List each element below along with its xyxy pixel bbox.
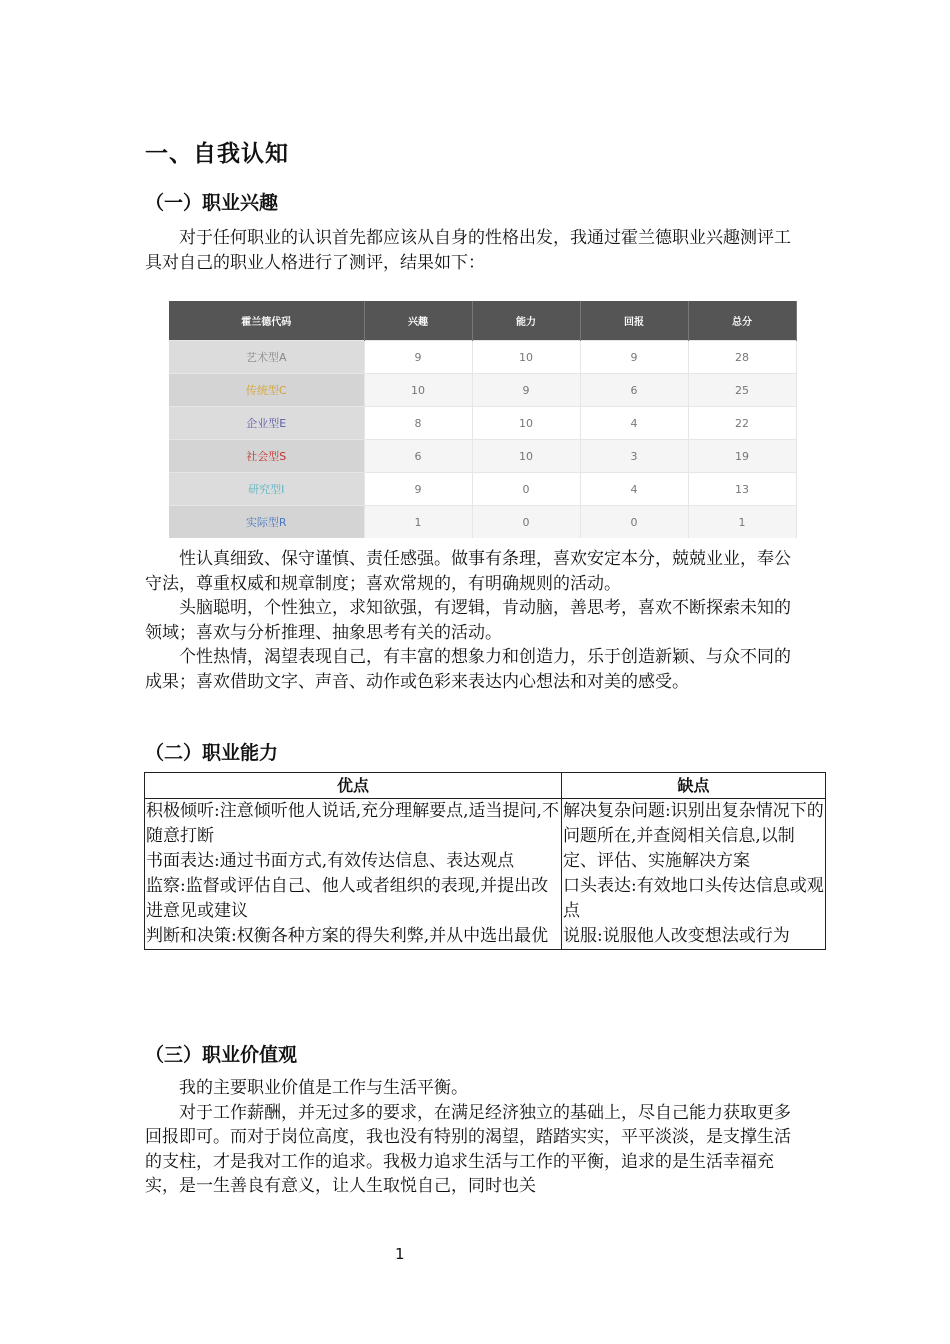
- holland-value-cell: 13: [688, 473, 796, 506]
- holland-header-cell: 兴趣: [364, 301, 472, 341]
- weakness-item: 解决复杂问题:识别出复杂情况下的问题所在,并查阅相关信息,以制定、评估、实施解决方案: [563, 801, 824, 871]
- holland-value-cell: 3: [580, 440, 688, 473]
- strength-item: 监察:监督或评估自己、他人或者组织的表现,并提出改进意见或建议: [146, 876, 549, 921]
- section-interest-title: （一）职业兴趣: [145, 192, 279, 214]
- holland-value-cell: 28: [688, 341, 796, 374]
- weakness-item: 说服:说服他人改变想法或行为: [563, 926, 790, 946]
- holland-row: [169, 341, 796, 374]
- holland-value-cell: 1: [364, 506, 472, 539]
- section-values-title: （三）职业价值观: [145, 1044, 298, 1066]
- holland-header-cell: 回报: [580, 301, 688, 341]
- holland-header-cell: 能力: [472, 301, 580, 341]
- holland-code-cell: 艺术型A: [169, 341, 364, 374]
- holland-value-cell: 25: [688, 374, 796, 407]
- values-text: [145, 1076, 805, 1199]
- strength-item: 判断和决策:权衡各种方案的得失利弊,并从中选出最优: [146, 926, 549, 946]
- holland-value-cell: 22: [688, 407, 796, 440]
- description-paragraph: 头脑聪明，个性独立，求知欲强，有逻辑，肯动脑，善思考，喜欢不断探索未知的领域；喜欢与分析推理、抽象思考有关的活动。: [145, 598, 791, 643]
- section-ability-title: （二）职业能力: [145, 742, 279, 764]
- holland-header-row: [169, 301, 796, 341]
- weaknesses-header: 缺点: [562, 773, 826, 799]
- page-number: 1: [395, 1245, 405, 1263]
- interest-description: [145, 547, 805, 694]
- holland-header-cell: 霍兰德代码: [169, 301, 364, 341]
- holland-value-cell: 4: [580, 407, 688, 440]
- holland-row: [169, 440, 796, 473]
- strengths-cell: [145, 799, 562, 950]
- holland-row: [169, 374, 796, 407]
- description-paragraph: 个性热情，渴望表现自己，有丰富的想象力和创造力，乐于创造新颖、与众不同的成果；喜欢借助文字、声音、动作或色彩来表达内心想法和对美的感受。: [145, 647, 791, 692]
- holland-value-cell: 10: [472, 440, 580, 473]
- holland-value-cell: 8: [364, 407, 472, 440]
- holland-row: [169, 473, 796, 506]
- holland-value-cell: 10: [364, 374, 472, 407]
- holland-value-cell: 6: [580, 374, 688, 407]
- weaknesses-cell: [562, 799, 826, 950]
- strengths-header: 优点: [145, 773, 562, 799]
- strength-item: 书面表达:通过书面方式,有效传达信息、表达观点: [146, 851, 515, 871]
- holland-value-cell: 6: [364, 440, 472, 473]
- holland-value-cell: 10: [472, 407, 580, 440]
- strength-item: 积极倾听:注意倾听他人说话,充分理解要点,适当提问,不随意打断: [146, 801, 559, 846]
- holland-value-cell: 0: [472, 473, 580, 506]
- holland-value-cell: 9: [364, 473, 472, 506]
- ability-table: [144, 772, 826, 950]
- intro-paragraph: 对于任何职业的认识首先都应该从自身的性格出发，我通过霍兰德职业兴趣测评工具对自己的职业人格进行了测评，结果如下：: [145, 228, 791, 273]
- holland-value-cell: 0: [580, 506, 688, 539]
- holland-value-cell: 10: [472, 341, 580, 374]
- holland-table: [169, 301, 797, 538]
- holland-value-cell: 4: [580, 473, 688, 506]
- holland-value-cell: 9: [472, 374, 580, 407]
- holland-value-cell: 9: [580, 341, 688, 374]
- holland-code-cell: 实际型R: [169, 506, 364, 539]
- holland-code-cell: 研究型I: [169, 473, 364, 506]
- page-heading: 一、自我认知: [145, 141, 289, 167]
- holland-value-cell: 19: [688, 440, 796, 473]
- weakness-item: 口头表达:有效地口头传达信息或观点: [563, 876, 824, 921]
- holland-code-cell: 企业型E: [169, 407, 364, 440]
- holland-value-cell: 1: [688, 506, 796, 539]
- holland-code-cell: 传统型C: [169, 374, 364, 407]
- holland-row: [169, 407, 796, 440]
- holland-value-cell: 9: [364, 341, 472, 374]
- interest-intro: [145, 226, 805, 275]
- holland-code-cell: 社会型S: [169, 440, 364, 473]
- holland-row: [169, 506, 796, 539]
- holland-header-cell: 总分: [688, 301, 796, 341]
- values-paragraph: 我的主要职业价值是工作与生活平衡。: [179, 1078, 468, 1098]
- values-paragraph: 对于工作薪酬，并无过多的要求，在满足经济独立的基础上，尽自己能力获取更多回报即可。而对于岗位高度，我也没有特别的渴望，踏踏实实，平平淡淡，是支撑生活的支柱，才是我对工作的追求。我极力追求生活与工作的平衡，追求的是生活幸福充实，是一生善良有意义，让人生取悦自己，同时也关: [145, 1102, 791, 1196]
- description-paragraph: 性认真细致、保守谨慎、责任感强。做事有条理，喜欢安定本分，兢兢业业，奉公守法，尊重权威和规章制度；喜欢常规的，有明确规则的活动。: [145, 549, 791, 594]
- holland-value-cell: 0: [472, 506, 580, 539]
